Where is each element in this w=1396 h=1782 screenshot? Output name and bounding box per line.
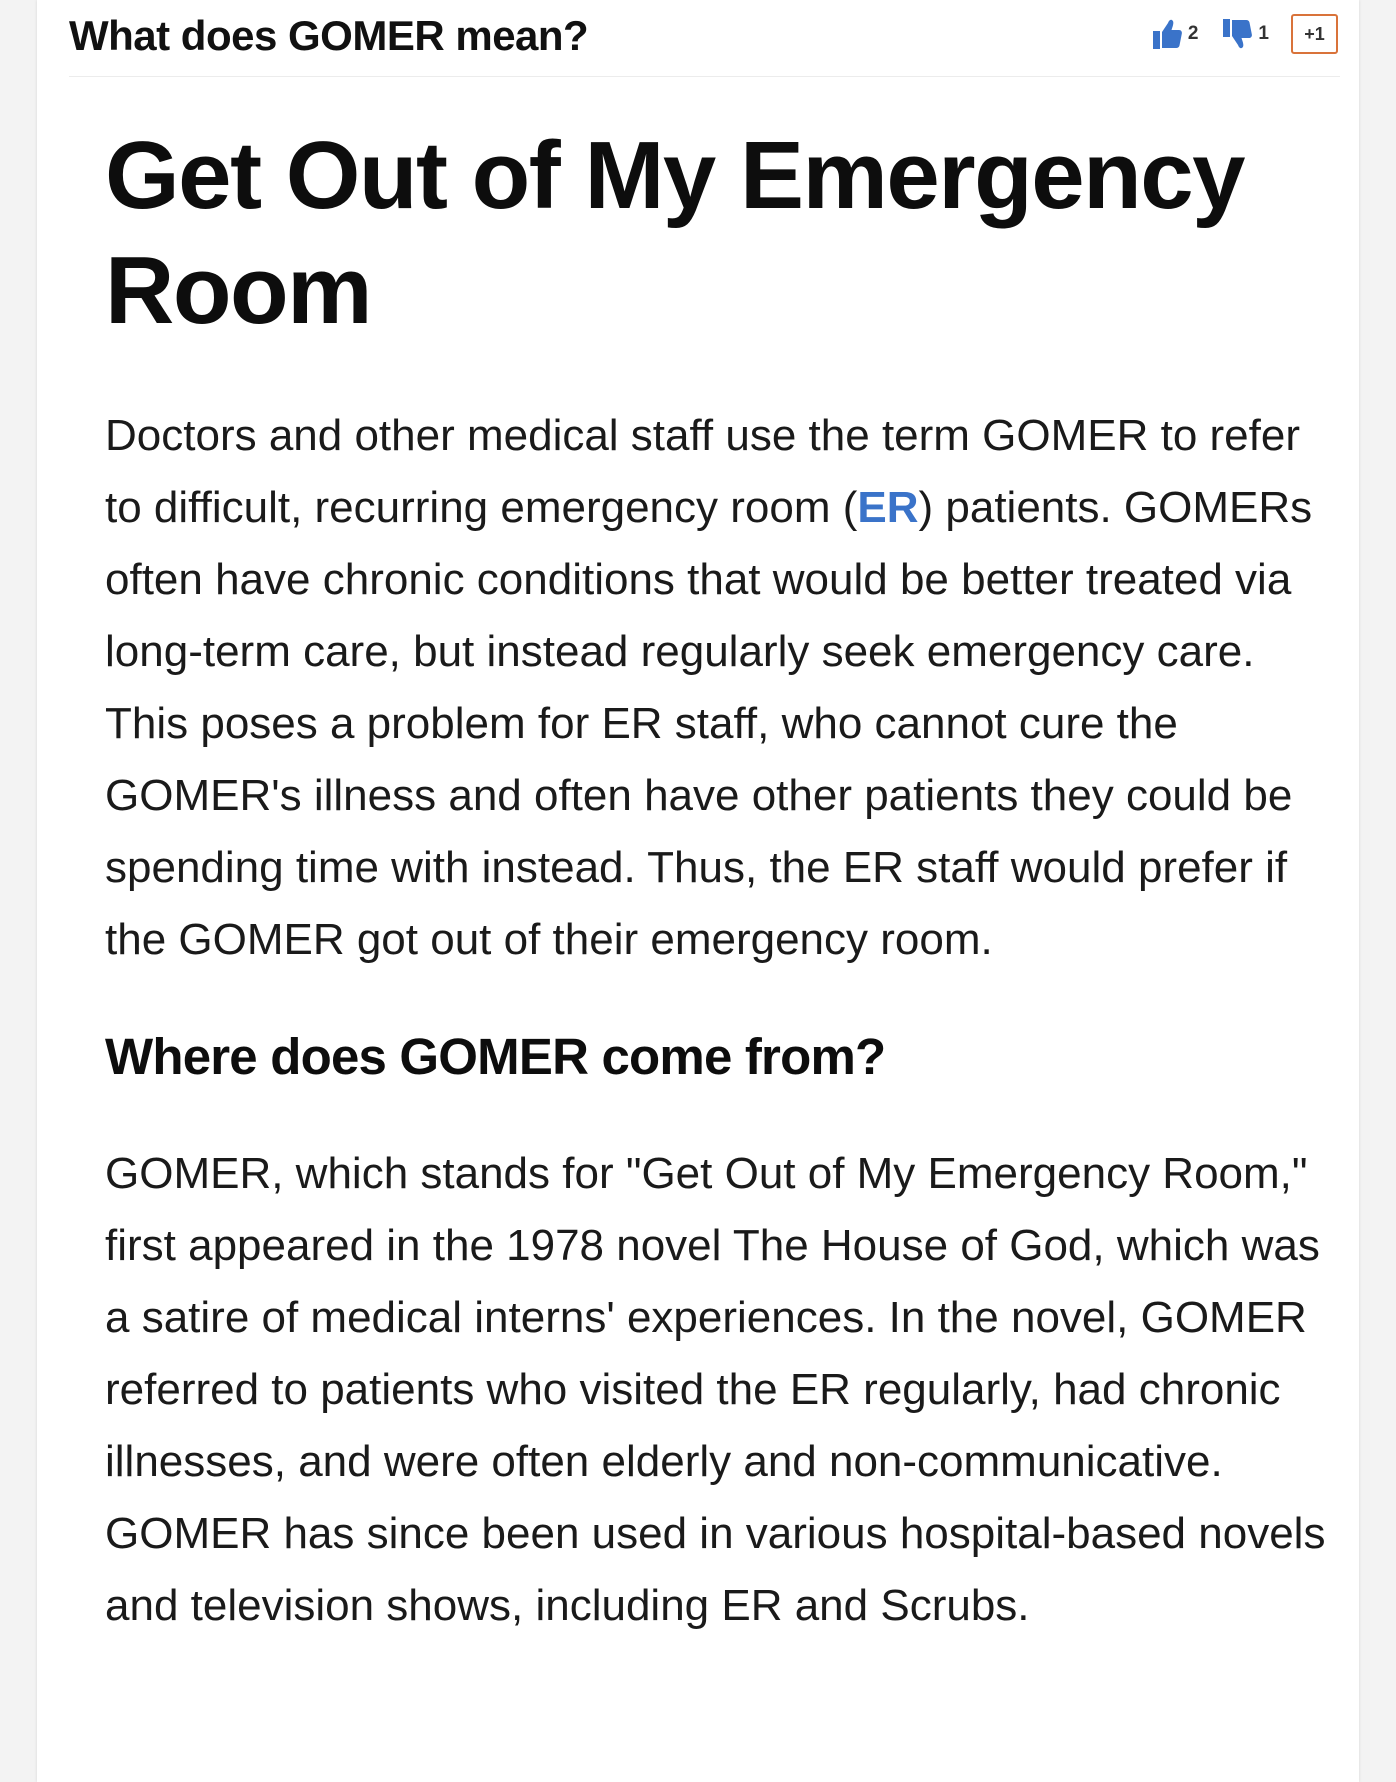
question-title: What does GOMER mean?: [69, 12, 589, 59]
origin-heading: Where does GOMER come from?: [105, 1028, 886, 1085]
er-link[interactable]: ER: [857, 483, 919, 532]
plus-one-button[interactable]: +1: [1291, 14, 1338, 54]
definition-paragraph: [105, 400, 1335, 976]
downvote-count: 1: [1258, 23, 1269, 44]
thumbs-up-icon: [1150, 17, 1184, 51]
definition-card: [37, 0, 1359, 1782]
downvote-button[interactable]: [1220, 17, 1269, 51]
thumbs-down-icon: [1220, 17, 1254, 51]
vote-bar: [1150, 12, 1340, 56]
upvote-count: 2: [1187, 23, 1199, 44]
definition-text-start: Doctors and other medical staff use the term GOMER to refer to difficult, recurring emergency room (: [105, 411, 1301, 532]
article-title: Get Out of My Emergency Room: [105, 122, 1245, 344]
definition-text-end: ) patients. GOMERs often have chronic conditions that would be better treated via long-term care, but instead regularly seek emergency care. This poses a problem for ER staff, who cannot cure the GOMER's illness and often have other patients they could be spending time with instead. Thus, the ER staff would prefer if the GOMER got out of their emergency room.: [105, 483, 1313, 964]
article-body: [105, 118, 1335, 1642]
definition-header: [69, 0, 1340, 77]
origin-paragraph: GOMER, which stands for "Get Out of My Emergency Room," first appeared in the 1978 novel The House of God, which was a satire of medical interns' experiences. In the novel, GOMER referred to patients who visited the ER regularly, had chronic illnesses, and were often elderly and non-communicative. GOMER has since been used in various hospital-based novels and television shows, including ER and Scrubs.: [105, 1149, 1326, 1630]
upvote-button[interactable]: [1150, 17, 1199, 51]
